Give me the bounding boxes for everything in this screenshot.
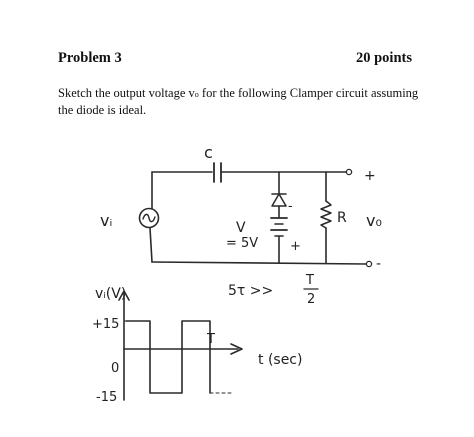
- relation-denominator: 2: [307, 292, 316, 307]
- bottom-wire: [152, 262, 366, 264]
- period-label: T: [207, 332, 215, 347]
- source-label: vᵢ: [100, 211, 113, 230]
- resistor-label: R: [337, 210, 347, 226]
- problem-title: Problem 3: [58, 50, 122, 66]
- tick-label-low: -15: [96, 390, 118, 405]
- tick-label-high: +15: [92, 317, 120, 332]
- tick-label-zero: 0: [111, 361, 120, 376]
- output-terminal-bottom: [366, 261, 371, 266]
- waveform-xlabel: t (sec): [258, 352, 303, 368]
- left-wire-bottom: [150, 228, 152, 262]
- terminal-minus-label: -: [376, 256, 382, 272]
- statement-subscript: o: [194, 90, 199, 99]
- waveform-ylabel: vᵢ(V): [95, 286, 127, 302]
- relation-numerator: T: [306, 273, 314, 288]
- problem-points: 20 points: [355, 50, 412, 66]
- resistor-icon: [321, 201, 331, 228]
- battery-plus-label: +: [290, 239, 301, 254]
- terminal-plus-label: +: [364, 168, 376, 184]
- clamper-circuit: [100, 143, 382, 272]
- output-label: v₀: [366, 211, 382, 230]
- square-wave-trace: [126, 321, 210, 393]
- battery-label: V: [236, 220, 246, 236]
- sine-wave-icon: [143, 214, 155, 221]
- statement-text-start: Sketch the output voltage v: [58, 86, 195, 100]
- relation-left: 5τ >>: [228, 283, 274, 299]
- capacitor-symbol: [214, 163, 221, 182]
- capacitor-label: c: [204, 143, 213, 162]
- diode-icon: [272, 194, 286, 206]
- output-terminal-top: [346, 169, 351, 174]
- battery-value: = 5V: [226, 236, 259, 251]
- statement-text-end: for the following Clamper circuit assuming the diode is ideal.: [58, 86, 419, 117]
- battery-minus-label: -: [288, 199, 293, 214]
- input-waveform-plot: [92, 286, 302, 405]
- time-constant-relation: [228, 273, 318, 307]
